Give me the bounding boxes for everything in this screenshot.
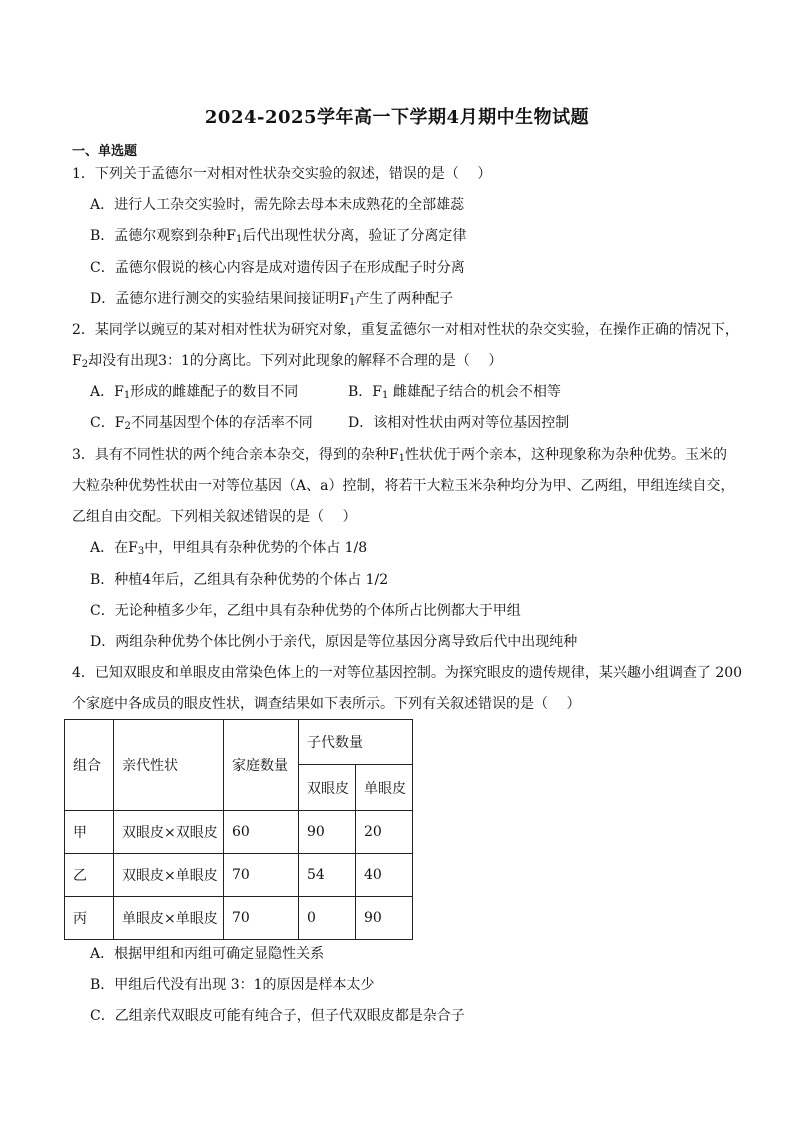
table-header-row: [65, 720, 413, 765]
table-row: [65, 854, 413, 897]
question-3-stem-line3: 乙组自由交配。下列相关叙述错误的是（ ）: [72, 509, 357, 525]
question-4-stem-line1: 4．已知双眼皮和单眼皮由常染色体上的一对等位基因控制。为探究眼皮的遗传规律，某兴趣小组调查了 200: [72, 665, 743, 681]
cell-group: 甲: [65, 811, 114, 854]
cell-parent: 双眼皮×单眼皮: [114, 854, 224, 897]
table-row: [65, 811, 413, 854]
question-1-option-b: B．孟德尔观察到杂种$F_1$后代出现性状分离，验证了分离定律: [90, 228, 467, 245]
question-4-stem-line2: 个家庭中各成员的眼皮性状，调查结果如下表所示。下列有关叙述错误的是（ ）: [72, 696, 581, 712]
exam-title: 2024-2025学年高一下学期4月期中生物试题: [204, 107, 590, 128]
question-3-option-c: C．无论种植多少年，乙组中具有杂种优势的个体所占比例都大于甲组: [90, 603, 521, 619]
cell-group: 丙: [65, 897, 114, 940]
cell-families: 70: [224, 854, 299, 897]
question-4-option-c: C．乙组亲代双眼皮可能有纯合子，但子代双眼皮都是杂合子: [90, 1008, 465, 1024]
cell-single: 20: [356, 811, 413, 854]
cell-families: 60: [224, 811, 299, 854]
question-4-option-b: B．甲组后代没有出现 3：1的原因是样本太少: [90, 977, 375, 993]
table-row: [65, 897, 413, 940]
question-3-stem-line1: 3．具有不同性状的两个纯合亲本杂交，得到的杂种$F_1$性状优于两个亲本，这种现象称为杂种优势。玉米的: [72, 447, 727, 464]
cell-single: 90: [356, 897, 413, 940]
question-2-option-c: C．$F_2$不同基因型个体的存活率不同: [90, 415, 313, 432]
question-1-option-a: A．进行人工杂交实验时，需先除去母本未成熟花的全部雄蕊: [90, 197, 465, 213]
cell-double: 0: [299, 897, 356, 940]
question-3-option-a: A．在$F_3$中，甲组具有杂种优势的个体占 1/8: [90, 540, 368, 557]
question-2-option-b: B．$F_1$ 雌雄配子结合的机会不相等: [348, 384, 561, 401]
cell-single: 40: [356, 854, 413, 897]
header-single-eyelid: 单眼皮: [356, 765, 413, 811]
header-family-count: 家庭数量: [224, 720, 299, 811]
question-1-option-d: D．孟德尔进行测交的实验结果间接证明$F_1$产生了两种配子: [90, 291, 454, 308]
header-parent-traits: 亲代性状: [114, 720, 224, 811]
header-group: 组合: [65, 720, 114, 811]
cell-families: 70: [224, 897, 299, 940]
question-2-stem-line2: $F_2$却没有出现3：1的分离比。下列对此现象的解释不合理的是（ ）: [72, 353, 503, 370]
question-3-option-b: B．种植4年后，乙组具有杂种优势的个体占 1/2: [90, 572, 389, 588]
cell-group: 乙: [65, 854, 114, 897]
question-3-stem-line2: 大粒杂种优势性状由一对等位基因（A、a）控制，将若干大粒玉米杂种均分为甲、乙两组，甲组连续自交，: [72, 478, 735, 494]
question-2-option-d: D．该相对性状由两对等位基因控制: [348, 415, 570, 431]
header-double-eyelid: 双眼皮: [299, 765, 356, 811]
question-3-option-d: D．两组杂种优势个体比例小于亲代，原因是等位基因分离导致后代中出现纯种: [90, 634, 578, 650]
eyelid-survey-table: [64, 719, 413, 940]
question-4-option-a: A．根据甲组和丙组可确定显隐性关系: [90, 946, 325, 962]
question-1-option-c: C．孟德尔假说的核心内容是成对遗传因子在形成配子时分离: [90, 260, 465, 276]
cell-parent: 单眼皮×单眼皮: [114, 897, 224, 940]
question-2-option-a: A．$F_1$形成的雌雄配子的数目不同: [90, 384, 299, 401]
question-1-stem: 1．下列关于孟德尔一对相对性状杂交实验的叙述，错误的是（ ）: [72, 166, 492, 182]
section-heading: 一、单选题: [72, 144, 138, 159]
question-2-stem-line1: 2．某同学以豌豆的某对相对性状为研究对象，重复孟德尔一对相对性状的杂交实验，在操作正确的情况下，: [72, 322, 739, 338]
cell-double: 54: [299, 854, 356, 897]
cell-parent: 双眼皮×双眼皮: [114, 811, 224, 854]
cell-double: 90: [299, 811, 356, 854]
header-offspring-count: 子代数量: [299, 720, 413, 765]
